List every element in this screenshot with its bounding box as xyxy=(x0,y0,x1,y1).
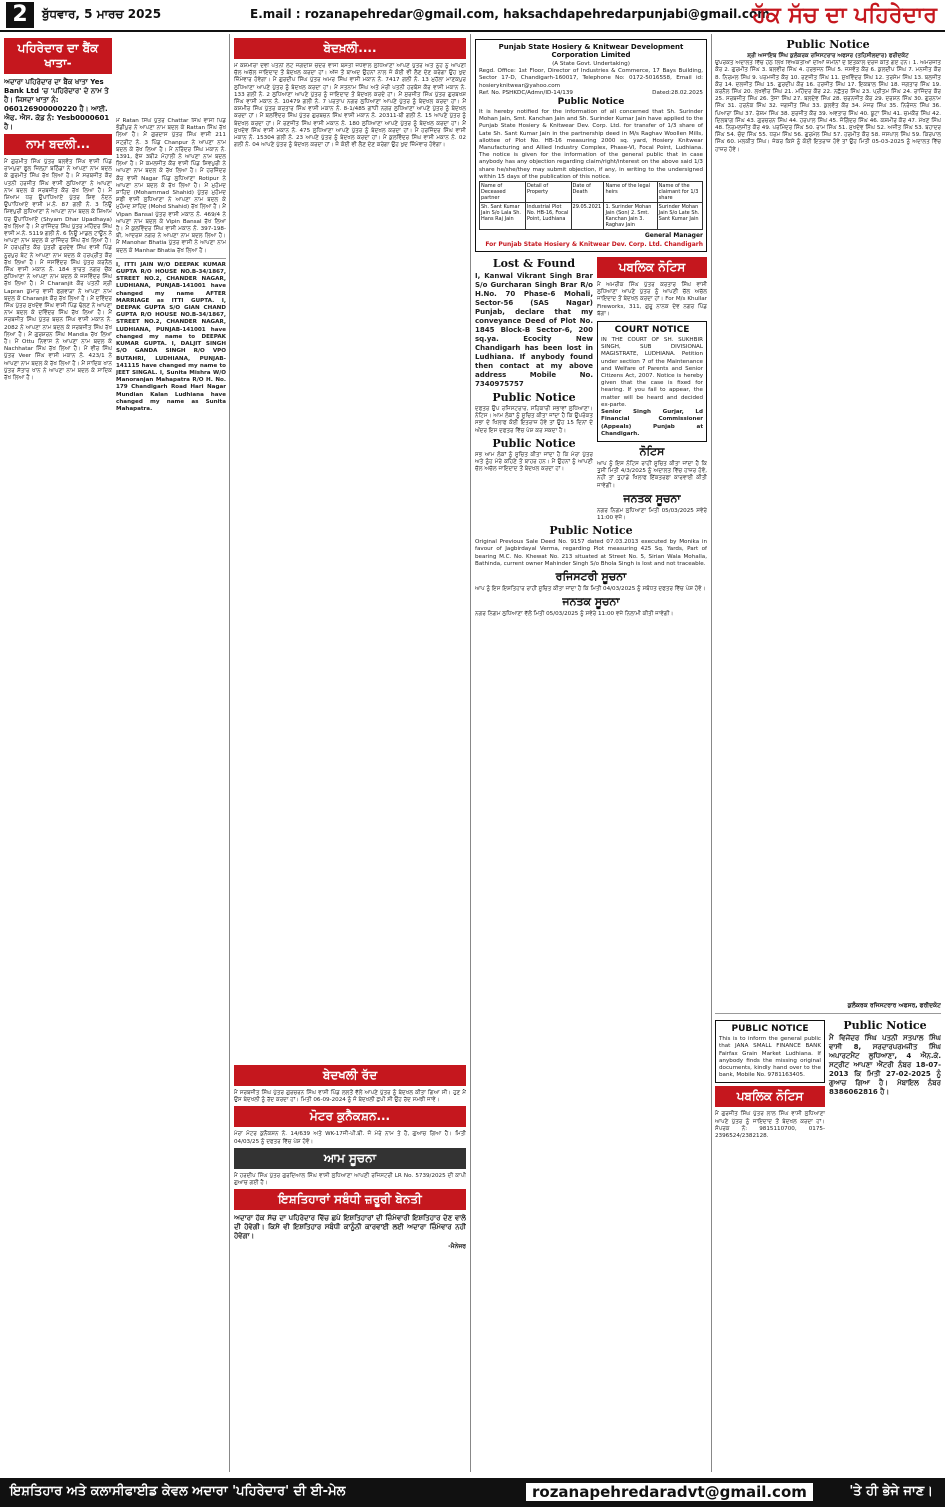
psh-footer: For Punjab State Hosiery & Knitwear Dev. Corp. Ltd. Chandigarh xyxy=(485,241,703,249)
table-cell: 1. Surinder Mohan Jain (Son) 2. Smt. Kanchan Jain 3. Raghav Jain xyxy=(604,203,657,230)
bank-account-header: ਪਹਿਰੇਦਾਰ ਦਾ ਬੈਂਕ ਖਾਤਾ- xyxy=(4,38,112,74)
name-change-list: ਮੈਂ ਗੁਰਮੀਤ ਸਿੰਘ ਪੁੱਤਰ ਬਲਵੰਤ ਸਿੰਘ ਵਾਸੀ ਪਿੰਡ ਰਾਮਪੁਰਾ ਫੂਲ ਜ਼ਿਲ੍ਹਾ ਬਠਿੰਡਾ ਨੇ ਆਪਣਾ ਨਾਮ ਬਦਲ ਕੇ ਗੁਰਮੀਤ ਸਿੰਘ ਰੱਖ ਲਿਆ ਹੈ। ਮੈਂ ਸਰਬਜੀਤ ਕੌਰ ਪਤਨੀ ਹਰਜੀਤ ਸਿੰਘ ਵਾਸੀ ਲੁਧਿਆਣਾ ਨੇ ਆਪਣਾ ਨਾਮ ਬਦਲ ਕੇ ਸਰਬਜੀਤ ਕੌਰ ਰੱਖ ਲਿਆ ਹੈ। ਮੈਂ ਸ਼ਿਆਮ ਧਰ ਉਪਾਧਿਆਏ ਪੁੱਤਰ ਸ਼ਿਵ ਨੰਦਨ ਉਪਾਧਿਆਏ ਵਾਸੀ ਮ.ਨੰ. 87 ਗਲੀ ਨੰ. 3 ਨਿਊ ਸ਼ਿਵਪੁਰੀ ਲੁਧਿਆਣਾ ਨੇ ਆਪਣਾ ਨਾਮ ਬਦਲ ਕੇ ਸ਼ਿਆਮ ਧਰ ਉਪਾਧਿਆਏ (Shyam Dhar Upadhaya) ਰੱਖ ਲਿਆ ਹੈ। ਮੈਂ ਰਾਜਿੰਦਰ ਸਿੰਘ ਪੁੱਤਰ ਮਹਿੰਦਰ ਸਿੰਘ ਵਾਸੀ ਮ.ਨੰ. 5119 ਗਲੀ ਨੰ. 6 ਨਿਊ ਮਾਡਲ ਟਾਊਨ ਨੇ ਆਪਣਾ ਨਾਮ ਬਦਲ ਕੇ ਰਾਜਿੰਦਰ ਸਿੰਘ ਰੱਖ ਲਿਆ ਹੈ। ਮੈਂ ਹਰਪ੍ਰੀਤ ਕੌਰ ਪੁੱਤਰੀ ਗੁਰਦੇਵ ਸਿੰਘ ਵਾਸੀ ਪਿੰਡ ਨੂਰਪੁਰ ਬੇਟ ਨੇ ਆਪਣਾ ਨਾਮ ਬਦਲ ਕੇ ਹਰਪ੍ਰੀਤ ਕੌਰ ਰੱਖ ਲਿਆ ਹੈ। ਮੈਂ ਜਸਵਿੰਦਰ ਸਿੰਘ ਪੁੱਤਰ ਕਰਨੈਲ ਸਿੰਘ ਵਾਸੀ ਮਕਾਨ ਨੰ. 184 ਭਾਰਤ ਨਗਰ ਚੌਂਕ ਲੁਧਿਆਣਾ ਨੇ ਆਪਣਾ ਨਾਮ ਬਦਲ ਕੇ ਜਸਵਿੰਦਰ ਸਿੰਘ ਰੱਖ ਲਿਆ ਹੈ। ਮੈਂ Charanjit ਕੌਰ ਪਤਨੀ ਸ਼੍ਰੀ Lapran ਕੁਮਾਰ ਵਾਸੀ ਫਗਵਾੜਾ ਨੇ ਆਪਣਾ ਨਾਮ ਬਦਲ ਕੇ Charanjit ਕੌਰ ਰੱਖ ਲਿਆ ਹੈ। ਮੈਂ ਦਵਿੰਦਰ ਸਿੰਘ ਪੁੱਤਰ ਸੁਖਦੇਵ ਸਿੰਘ ਵਾਸੀ ਪਿੰਡ ਢੋਲਣ ਨੇ ਆਪਣਾ ਨਾਮ ਬਦਲ ਕੇ ਦਵਿੰਦਰ ਸਿੰਘ ਰੱਖ ਲਿਆ ਹੈ। ਮੈਂ ਸਰਬਜੀਤ ਸਿੰਘ ਪੁੱਤਰ ਬਚਨ ਸਿੰਘ ਵਾਸੀ ਮਕਾਨ ਨੰ. 2082 ਨੇ ਆਪਣਾ ਨਾਮ ਬਦਲ ਕੇ ਸਰਬਜੀਤ ਸਿੰਘ ਰੱਖ ਲਿਆ ਹੈ। ਮੈਂ ਗੁਰਸ਼ਰਨ ਸਿੰਘ Mandia ਰੱਖ ਲਿਆ ਹੈ। ਮੈਂ Ottu ਨਿਵਾਸ ਨੇ ਆਪਣਾ ਨਾਮ ਬਦਲ ਕੇ Nachhatar ਸਿੰਘ ਰੱਖ ਲਿਆ ਹੈ। ਮੈਂ ਵੀਰ ਸਿੰਘ ਪੁੱਤਰ Veer ਸਿੰਘ ਵਾਸੀ ਮਕਾਨ ਨੰ. 423/1 ਨੇ ਆਪਣਾ ਨਾਮ ਬਦਲ ਕੇ ਰੱਖ ਲਿਆ ਹੈ। ਮੈਂ ਸਾਦਿਕ ਖਾਨ ਪੁੱਤਰ ਸੱਤਾਰ ਖਾਨ ਨੇ ਆਪਣਾ ਨਾਮ ਬਦਲ ਕੇ ਸਾਦਿਕ ਰੱਖ ਲਿਆ ਹੈ। xyxy=(4,159,112,382)
date-line: ਬੁੱਧਵਾਰ, 5 ਮਾਰਚ 2025 xyxy=(42,7,162,21)
column-divider xyxy=(470,34,471,1472)
table-row xyxy=(480,203,703,230)
table-cell: Name of Deceased partner xyxy=(480,182,526,203)
column-divider xyxy=(229,34,230,1472)
name-change-list-2: ਮੈਂ Ratan ਸਿੰਘ ਪੁੱਤਰ Chattar ਸਿੰਘ ਵਾਸੀ ਪਿੰਡ ਭੋਡੀਪੁਰ ਨੇ ਆਪਣਾ ਨਾਮ ਬਦਲ ਕੇ Rattan ਸਿੰਘ ਰੱਖ ਲਿਆ ਹੈ। ਮੈਂ ਗੁਰਦਾਸ ਪੁੱਤਰ ਸਿੰਘ ਵਾਸੀ 211 ਸਟ੍ਰੀਟ ਨੰ. 3 ਪਿੰਡ Chanpur ਨੇ ਆਪਣਾ ਨਾਮ ਬਦਲ ਕੇ ਰੱਖ ਲਿਆ ਹੈ। ਮੈਂ ਨਰਿੰਦਰ ਸਿੰਘ ਮਕਾਨ ਨੰ. 1391, ਫੇਜ਼ 3ਬੀ2 ਮੋਹਾਲੀ ਨੇ ਆਪਣਾ ਨਾਮ ਬਦਲ ਲਿਆ ਹੈ। ਮੈਂ ਕਮਲਜੀਤ ਕੌਰ ਵਾਸੀ ਪਿੰਡ ਸ਼ਿਵਪੁਰੀ ਨੇ ਆਪਣਾ ਨਾਮ ਬਦਲ ਕੇ ਰੱਖ ਲਿਆ ਹੈ। ਮੈਂ ਹਰਜਿੰਦਰ ਕੌਰ ਵਾਸੀ Nagar ਪਿੰਡ ਲੁਧਿਆਣਾ Rotipur ਨੇ ਆਪਣਾ ਨਾਮ ਬਦਲ ਕੇ ਰੱਖ ਲਿਆ ਹੈ। ਮੈਂ ਮੁਹੰਮਦ ਸ਼ਾਹਿਦ (Mohammad Shahid) ਪੁੱਤਰ ਮੁਹੰਮਦ ਸ਼ਫੀ ਵਾਸੀ ਲੁਧਿਆਣਾ ਨੇ ਆਪਣਾ ਨਾਮ ਬਦਲ ਕੇ ਮੁਹੰਮਦ ਸ਼ਾਹਿਦ (Mohd Shahid) ਰੱਖ ਲਿਆ ਹੈ। ਮੈਂ Vipan Bansal ਪੁੱਤਰ ਵਾਸੀ ਮਕਾਨ ਨੰ. 469/4 ਨੇ ਆਪਣਾ ਨਾਮ ਬਦਲ ਕੇ Vipin Bansal ਰੱਖ ਲਿਆ ਹੈ। ਮੈਂ ਕੁਲਵਿੰਦਰ ਸਿੰਘ ਵਾਸੀ ਮਕਾਨ ਨੰ. 397-198-ਬੀ, ਆਦਰਸ਼ ਨਗਰ ਨੇ ਆਪਣਾ ਨਾਮ ਬਦਲ ਲਿਆ ਹੈ। ਮੈਂ Manohar Bhatia ਪੁੱਤਰ ਵਾਸੀ ਨੇ ਆਪਣਾ ਨਾਮ ਬਦਲ ਕੇ Manhar Bhatia ਰੱਖ ਲਿਆ ਹੈ। xyxy=(116,118,226,254)
footer-email[interactable]: rozanapehredaradvt@gmail.com xyxy=(526,1483,813,1501)
public-notice-box-body: ਮੈਂ ਅਮਰੀਕ ਸਿੰਘ ਪੁੱਤਰ ਕਰਤਾਰ ਸਿੰਘ ਵਾਸੀ ਲੁਧਿਆਣਾ ਆਪਣੇ ਪੁੱਤਰ ਨੂੰ ਆਪਣੀ ਚੱਲ ਅਚੱਲ ਜਾਇਦਾਦ ਤੋਂ ਬੇਦਖਲ ਕਰਦਾ ਹਾਂ। For M/s Khullar Fireworks, 311, ਗੁਰੂ ਨਾਨਕ ਦੇਵ ਨਗਰ ਪਿੰਡ ਬੱਗਾ। xyxy=(597,282,707,317)
footer-text-right: 'ਤੇ ਹੀ ਭੇਜੇ ਜਾਣ। xyxy=(849,1484,933,1499)
table-cell: Industrial Plot No. HB-16, Focal Point, Ludhiana xyxy=(525,203,571,230)
psh-table xyxy=(479,181,703,230)
janak-title: ਜਨਤਕ ਸੂਚਨਾ xyxy=(623,491,681,505)
disinheritance-list: ਮੈਂ ਕਸ਼ਮੀਰਾ ਦੇਵੀ ਪਤਨੀ ਲੇਟ ਜਗਦੀਸ਼ ਚੰਦਰ ਵਾਸੀ ਬਸਤੀ ਜੋਧੇਵਾਲ ਲੁਧਿਆਣਾ ਆਪਣੇ ਪੁੱਤਰ ਅਤੇ ਨੂੰਹ ਨੂੰ ਆਪਣੀ ਚੱਲ ਅਚੱਲ ਜਾਇਦਾਦ ਤੋਂ ਬੇਦਖਲ ਕਰਦਾ ਹਾਂ। ਅੱਜ ਤੋਂ ਬਾਅਦ ਉਹਨਾਂ ਨਾਲ ਜੋ ਕੋਈ ਵੀ ਲੈਣ ਦੇਣ ਕਰੇਗਾ ਉਹ ਖੁਦ ਜ਼ਿੰਮੇਵਾਰ ਹੋਵੇਗਾ। ਮੈਂ ਗੁਰਦੀਪ ਸਿੰਘ ਪੁੱਤਰ ਅਮਰ ਸਿੰਘ ਵਾਸੀ ਮਕਾਨ ਨੰ. 7417 ਗਲੀ ਨੰ. 13 ਮੁਹੱਲਾ ਮਾਣਕਪੁਰ ਲੁਧਿਆਣਾ ਆਪਣੇ ਪੁੱਤਰ ਨੂੰ ਬੇਦਖਲ ਕਰਦਾ ਹਾਂ। ਮੈਂ ਸਤਨਾਮ ਸਿੰਘ ਅਤੇ ਮੇਰੀ ਪਤਨੀ ਹਰਬੰਸ ਕੌਰ ਵਾਸੀ ਮਕਾਨ ਨੰ. 133 ਗਲੀ ਨੰ. 2 ਲੁਧਿਆਣਾ ਆਪਣੇ ਪੁੱਤਰ ਨੂੰ ਜਾਇਦਾਦ ਤੋਂ ਬੇਦਖਲ ਕਰਦੇ ਹਾਂ। ਮੈਂ ਸੁਰਜੀਤ ਸਿੰਘ ਪੁੱਤਰ ਗੁਰਬਖਸ਼ ਸਿੰਘ ਵਾਸੀ ਮਕਾਨ ਨੰ. 10479 ਗਲੀ ਨੰ. 7 ਪਰਤਾਪ ਨਗਰ ਲੁਧਿਆਣਾ ਆਪਣੇ ਪੁੱਤਰ ਨੂੰ ਬੇਦਖਲ ਕਰਦਾ ਹਾਂ। ਮੈਂ ਕਸ਼ਮੀਰ ਸਿੰਘ ਪੁੱਤਰ ਕਰਤਾਰ ਸਿੰਘ ਵਾਸੀ ਮਕਾਨ ਨੰ. 8-1/485 ਗਾਂਧੀ ਨਗਰ ਲੁਧਿਆਣਾ ਆਪਣੇ ਪੁੱਤਰ ਨੂੰ ਬੇਦਖਲ ਕਰਦਾ ਹਾਂ। ਮੈਂ ਬਲਵਿੰਦਰ ਸਿੰਘ ਪੁੱਤਰ ਗੁਰਬਚਨ ਸਿੰਘ ਵਾਸੀ ਮਕਾਨ ਨੰ. 20311-ਬੀ ਗਲੀ ਨੰ. 15 ਆਪਣੇ ਪੁੱਤਰ ਨੂੰ ਬੇਦਖਲ ਕਰਦਾ ਹਾਂ। ਮੈਂ ਰਣਜੀਤ ਸਿੰਘ ਵਾਸੀ ਮਕਾਨ ਨੰ. 180 ਲੁਧਿਆਣਾ ਆਪਣੇ ਪੁੱਤਰ ਨੂੰ ਬੇਦਖਲ ਕਰਦਾ ਹਾਂ। ਮੈਂ ਸੁਖਦੇਵ ਸਿੰਘ ਵਾਸੀ ਮਕਾਨ ਨੰ. 475 ਲੁਧਿਆਣਾ ਆਪਣੇ ਪੁੱਤਰ ਨੂੰ ਬੇਦਖਲ ਕਰਦਾ ਹਾਂ। ਮੈਂ ਹਰਜਿੰਦਰ ਸਿੰਘ ਵਾਸੀ ਮਕਾਨ ਨੰ. 15304 ਗਲੀ ਨੰ. 23 ਆਪਣੇ ਪੁੱਤਰ ਨੂੰ ਬੇਦਖਲ ਕਰਦਾ ਹਾਂ। ਮੈਂ ਕੁਲਵਿੰਦਰ ਸਿੰਘ ਵਾਸੀ ਮਕਾਨ ਨੰ. 02 ਗਲੀ ਨੰ. 04 ਆਪਣੇ ਪੁੱਤਰ ਨੂੰ ਬੇਦਖਲ ਕਰਦਾ ਹਾਂ। ਜੋ ਕੋਈ ਵੀ ਲੈਣ ਦੇਣ ਕਰੇਗਾ ਉਹ ਖੁਦ ਜ਼ਿੰਮੇਵਾਰ ਹੋਵੇਗਾ। xyxy=(234,63,466,149)
table-cell: Detail of Property xyxy=(525,182,571,203)
table-row xyxy=(480,182,703,203)
col3-right-block xyxy=(597,255,707,522)
masthead-logo: ਹੱਕ ਸੱਚ ਦਾ ਪਹਿਰੇਦਾਰ xyxy=(752,2,937,28)
pn2-title: Public Notice xyxy=(843,1019,927,1033)
land-notice-sign: ਕੁਲੰਕਰਕ ਰਜਿਸਟਰਾਰ ਅਫਸਰ, ਫਰੀਦਕੋਟ xyxy=(847,1002,941,1010)
pn4-title: ਪਬਲਿਕ ਨੋਟਿਸ xyxy=(715,1086,825,1107)
ad-disclaimer-sign: -ਮੈਨੇਜਰ xyxy=(448,1243,466,1251)
table-cell: Name of the legal heirs xyxy=(604,182,657,203)
table-cell: Name of the claimant for 1/3 share xyxy=(657,182,702,203)
lost-found-block xyxy=(475,255,593,522)
public-notice-2-title: Public Notice xyxy=(492,436,576,450)
divider xyxy=(715,1013,941,1014)
psh-address: Regd. Office: 1st Floor, Director of Industries & Commerce, 17 Bays Building, Sector 17-D, Chandigarh-160017, Telephone No: 0172-5016558, Email id: hosieryknitwear@yahoo.com xyxy=(479,68,703,89)
column-2 xyxy=(234,36,466,1472)
table-cell: Surinder Mohan Jain S/o Late Sh. Sant Kumar Jain xyxy=(657,203,702,230)
janak-notice-title: ਜਨਤਕ ਸੂਚਨਾ xyxy=(562,595,620,609)
email-line: E.mail : rozanapehredar@gmail.com, haksachdapehredarpunjabi@gmail.com xyxy=(250,7,770,21)
public-notice-3-title: Public Notice xyxy=(549,524,633,538)
psh-ref: Ref. No. PSHKDC/Admn/ID-14/139 xyxy=(479,89,573,96)
public-notice-body: ਦਫਤਰ ਉਪ ਰਜਿਸਟਰਾਰ, ਸਹਿਕਾਰੀ ਸਭਾਵਾਂ ਲੁਧਿਆਣਾ। ਨੋਟਿਸ। ਆਮ ਲੋਕਾਂ ਨੂੰ ਸੂਚਿਤ ਕੀਤਾ ਜਾਂਦਾ ਹੈ ਕਿ ਉਪਰੋਕਤ ਸਭਾ ਦੇ ਖਿਲਾਫ ਕੋਈ ਇਤਰਾਜ਼ ਹੋਵੇ ਤਾਂ ਉਹ 15 ਦਿਨਾਂ ਦੇ ਅੰਦਰ ਇਸ ਦਫਤਰ ਵਿੱਚ ਪੇਸ਼ ਕਰ ਸਕਦਾ ਹੈ। xyxy=(475,406,593,434)
revoke-header: ਬੇਦਖਲੀ ਰੱਦ xyxy=(234,1065,466,1086)
motor-connection-header: ਮੋਟਰ ਕੁਨੈਕਸ਼ਨ... xyxy=(234,1106,466,1127)
bank-notice-title: PUBLIC NOTICE xyxy=(731,1024,809,1035)
page-header xyxy=(0,0,945,32)
name-change-header: ਨਾਮ ਬਦਲੀ... xyxy=(4,134,112,155)
disinheritance-header: ਬੇਦਖ਼ਲੀ.... xyxy=(234,38,466,59)
notice-title: ਨੋਟਿਸ xyxy=(639,444,665,458)
psh-sign: General Manager xyxy=(644,232,703,240)
lost-found-title: Lost & Found xyxy=(492,257,576,271)
bank-notice-body: This is to inform the general public that JANA SMALL FINANCE BANK Fairfax Grain Market Ludhiana. If anybody finds the missing original documents, kindly hand over to the bank, Mobile No. 9781163405. xyxy=(719,1036,821,1079)
psh-body: It is hereby notified for the information of all concerned that Sh. Surinder Mohan Jain, Smt. Kanchan Jain and Sh. Surinder Kumar Jain have applied to the Punjab State Hosiery & Knitwear Dev. Corp. Ltd. for transfer of 1/3 share of Late Sh. Sant Kumar Jain in the partnership deed in M/s Raghav Woollen Mills, allottee of Plot No. HB-16 measuring 2000 sq. yard, Hosiery Knitwear Manufacturing and Allied Industry Complex, Phase-VI, Focal Point, Ludhiana. The notice is given for the information of the general public that in case anybody has any objection regarding claim/right/interest on the above said 1/3 share he/she/they may submit objection, if any, in writing to the undersigned within 15 days of the publication of this notice. xyxy=(479,109,703,180)
janak-notice-body: ਨਗਰ ਨਿਗਮ ਲੁਧਿਆਣਾ ਵੱਲੋਂ ਮਿਤੀ 05/03/2025 ਨੂੰ ਸਵੇਰੇ 11:00 ਵਜੇ ਨਿਲਾਮੀ ਕੀਤੀ ਜਾਵੇਗੀ। xyxy=(475,611,674,618)
notice-body: ਆਪ ਨੂੰ ਇਸ ਨੋਟਿਸ ਰਾਹੀਂ ਸੂਚਿਤ ਕੀਤਾ ਜਾਂਦਾ ਹੈ ਕਿ ਤੁਸੀਂ ਮਿਤੀ 4/3/2025 ਨੂੰ ਅਦਾਲਤ ਵਿੱਚ ਹਾਜ਼ਰ ਹੋਵੋ, ਨਹੀਂ ਤਾਂ ਤੁਹਾਡੇ ਖਿਲਾਫ ਇੱਕਤਰਫਾ ਕਾਰਵਾਈ ਕੀਤੀ ਜਾਵੇਗੀ। xyxy=(597,460,707,489)
psh-title: Punjab State Hosiery & Knitwear Development Corporation Limited xyxy=(498,43,684,59)
psh-notice-title: Public Notice xyxy=(557,97,625,108)
table-cell: Date of Death xyxy=(571,182,604,203)
psh-date: Dated:28.02.2025 xyxy=(652,89,703,96)
revoke-body: ਮੈਂ ਸਰਬਜੀਤ ਸਿੰਘ ਪੁੱਤਰ ਗੁਰਚਰਨ ਸਿੰਘ ਵਾਸੀ ਪਿੰਡ ਲਲਤੋਂ ਵੱਲੋਂ ਆਪਣੇ ਪੁੱਤਰ ਨੂੰ ਬੇਦਖਲ ਕੀਤਾ ਗਿਆ ਸੀ। ਹੁਣ ਮੈਂ ਉਸ ਬੇਦਖਲੀ ਨੂੰ ਰੱਦ ਕਰਦਾ ਹਾਂ। ਮਿਤੀ 06-09-2024 ਨੂੰ ਜੋ ਬੇਦਖਲੀ ਛਪੀ ਸੀ ਉਹ ਰੱਦ ਸਮਝੀ ਜਾਵੇ। xyxy=(234,1090,466,1104)
court-notice-sign: Senior Singh Gurjar, Ld Financial Commissioner (Appeals) Punjab at Chandigarh. xyxy=(601,409,703,437)
bank-account-text: ਅਦਾਰਾ ਪਹਿਰੇਦਾਰ ਦਾ ਬੈਂਕ ਖਾਤਾ Yes Bank Ltd 'ਚ 'ਪਹਿਰੇਦਾਰ' ਦੇ ਨਾਮ ਤੇ ਹੈ। ਜਿਸਦਾ ਖਾਤਾ ਨੰ: 060126900000220 ਹੈ। ਆਈ. ਐਫ. ਐਸ. ਕੋਡ ਨੰ: Yesb0000601 ਹੈ। xyxy=(4,78,110,131)
court-notice-title: COURT NOTICE xyxy=(614,325,690,336)
janak-body: ਨਗਰ ਨਿਗਮ ਲੁਧਿਆਣਾ ਮਿਤੀ 05/03/2025 ਸਵੇਰੇ 11:00 ਵਜੇ। xyxy=(597,507,707,521)
public-notice-box-title: ਪਬਲਿਕ ਨੋਟਿਸ xyxy=(597,257,707,278)
pn4-body: ਮੈਂ ਗੁਰਜੀਤ ਸਿੰਘ ਪੁੱਤਰ ਲਾਲ ਸਿੰਘ ਵਾਸੀ ਲੁਧਿਆਣਾ ਆਪਣੇ ਪੁੱਤਰ ਨੂੰ ਜਾਇਦਾਦ ਤੋਂ ਬੇਦਖਲ ਕਰਦਾ ਹਾਂ। ਸੰਪਰਕ ਨੰ: 9815110700, 0175-2396524/2382128. xyxy=(715,1111,825,1140)
general-notice-body: ਮੈਂ ਹਰਦੀਪ ਸਿੰਘ ਪੁੱਤਰ ਗੁਰਦਿਆਲ ਸਿੰਘ ਵਾਸੀ ਲੁਧਿਆਣਾ ਆਪਣੀ ਰਜਿਸਟਰੀ LR No. 5739/2025 ਦੀ ਕਾਪੀ ਗੁਆਚ ਗਈ ਹੈ। xyxy=(234,1172,466,1187)
psh-ref-row xyxy=(479,90,703,97)
bank-notice-box xyxy=(715,1020,825,1083)
register-notice-body: ਆਪ ਨੂੰ ਇਸ ਇਸ਼ਤਿਹਾਰ ਰਾਹੀਂ ਸੂਚਿਤ ਕੀਤਾ ਜਾਂਦਾ ਹੈ ਕਿ ਮਿਤੀ 04/03/2025 ਨੂੰ ਸਬੰਧਤ ਦਫਤਰ ਵਿੱਚ ਪੇਸ਼ ਹੋਵੋ। xyxy=(475,585,706,592)
page-footer xyxy=(0,1478,945,1507)
col4-bottom-right xyxy=(829,1017,941,1140)
pn2-body: ਮੈਂ ਵਿਜੇਂਦਰ ਸਿੰਘ ਪਤਨੀ ਸਤਪਾਲ ਸਿੰਘ ਵਾਸੀ 8, ਸਰਦਾਰਪਰਮਜੀਤ ਸਿੰਘ ਅਪਾਰਟਮੈਂਟ ਲੁਧਿਆਣਾ, 4 ਐਨ.ਕੇ. ਸਟ੍ਰੀਟ ਆਪਣਾ ਐਂਟਰੀ ਨੰਬਰ 18-07-2013 ਕਿ ਮਿਤੀ 27-02-2025 ਨੂੰ ਗੁਆਚ ਗਿਆ ਹੈ। ਮੋਬਾਇਲ ਨੰਬਰ 8386062816 ਹੈ। xyxy=(829,1034,941,1097)
psh-subtitle: (A State Govt. Undertaking) xyxy=(552,61,630,67)
land-notice-body: ਉਪਰੋਕਤ ਅਦਾਲਤ ਵਿੱਚ ਹੇਠ ਲਿਖੇ ਵਿਅਕਤੀਆਂ ਦੀਆਂ ਜ਼ਮੀਨਾਂ ਦੇ ਇੰਤਕਾਲ ਦਰਜ ਕੀਤੇ ਗਏ ਹਨ। 1. ਅਮਰਜੀਤ ਕੌਰ 2. ਗੁਰਮੀਤ ਸਿੰਘ 3. ਬਲਵੀਰ ਸਿੰਘ 4. ਹਰਭਜਨ ਸਿੰਘ 5. ਜਸਵੰਤ ਕੌਰ 6. ਕੁਲਦੀਪ ਸਿੰਘ 7. ਮਨਜੀਤ ਕੌਰ 8. ਨਿਰਮਲ ਸਿੰਘ 9. ਪਰਮਜੀਤ ਕੌਰ 10. ਰਣਜੀਤ ਸਿੰਘ 11. ਸੁਖਵਿੰਦਰ ਸਿੰਘ 12. ਤਰਸੇਮ ਸਿੰਘ 13. ਬਲਜੀਤ ਕੌਰ 14. ਦਲਜੀਤ ਸਿੰਘ 15. ਗੁਰਦੀਪ ਕੌਰ 16. ਹਰਜੀਤ ਸਿੰਘ 17. ਇਕਬਾਲ ਸਿੰਘ 18. ਜਗਤਾਰ ਸਿੰਘ 19. ਕਰਨੈਲ ਸਿੰਘ 20. ਲਖਵੀਰ ਸਿੰਘ 21. ਮਹਿੰਦਰ ਕੌਰ 22. ਨਛੱਤਰ ਸਿੰਘ 23. ਪ੍ਰੀਤਮ ਸਿੰਘ 24. ਰਾਜਿੰਦਰ ਕੌਰ 25. ਸਰਬਜੀਤ ਸਿੰਘ 26. ਤੇਜਾ ਸਿੰਘ 27. ਬਲਦੇਵ ਸਿੰਘ 28. ਚਰਨਜੀਤ ਕੌਰ 29. ਦਰਸ਼ਨ ਸਿੰਘ 30. ਗੁਰਨਾਮ ਸਿੰਘ 31. ਹਰਨੇਕ ਸਿੰਘ 32. ਜਗਜੀਤ ਸਿੰਘ 33. ਕੁਲਵੰਤ ਕੌਰ 34. ਮੇਜਰ ਸਿੰਘ 35. ਨਿਰੰਜਨ ਸਿੰਘ 36. ਪਿਆਰਾ ਸਿੰਘ 37. ਰੇਸ਼ਮ ਸਿੰਘ 38. ਸੁਰਜੀਤ ਕੌਰ 39. ਅਵਤਾਰ ਸਿੰਘ 40. ਬੂਟਾ ਸਿੰਘ 41. ਚਮਕੌਰ ਸਿੰਘ 42. ਦਿਲਬਾਗ ਸਿੰਘ 43. ਗੁਰਚਰਨ ਸਿੰਘ 44. ਹਰਪਾਲ ਸਿੰਘ 45. ਜੋਗਿੰਦਰ ਸਿੰਘ 46. ਕਸ਼ਮੀਰ ਕੌਰ 47. ਮੱਖਣ ਸਿੰਘ 48. ਨਿਰਮਲਜੀਤ ਕੌਰ 49. ਪਰਮਿੰਦਰ ਸਿੰਘ 50. ਰਾਮ ਸਿੰਘ 51. ਸੁਖਦੇਵ ਸਿੰਘ 52. ਅਜੀਤ ਸਿੰਘ 53. ਬਹਾਦਰ ਸਿੰਘ 54. ਚੰਦ ਸਿੰਘ 55. ਧਰਮ ਸਿੰਘ 56. ਗੁਰਮੇਲ ਸਿੰਘ 57. ਹਰਮੀਤ ਕੌਰ 58. ਜਸਪਾਲ ਸਿੰਘ 59. ਕਿਰਪਾਲ ਸਿੰਘ 60. ਮਲਕੀਤ ਸਿੰਘ। ਜੇਕਰ ਕਿਸੇ ਨੂੰ ਕੋਈ ਇਤਰਾਜ਼ ਹੋਵੇ ਤਾਂ ਉਹ ਮਿਤੀ 05-03-2025 ਨੂੰ ਅਦਾਲਤ ਵਿੱਚ ਹਾਜ਼ਰ ਹੋਵੇ। xyxy=(715,60,941,153)
col4-bottom-row xyxy=(715,1017,941,1140)
english-name-notices: I, ITTI JAIN W/O DEEPAK KUMAR GUPTA R/O HOUSE NO.B-34/1867, STREET NO.2, CHANDER NAGAR, LUDHIANA, PUNJAB-141001 have changed my name AFTER MARRIAGE as ITTI GUPTA. I, DEEPAK GUPTA S/O GIAN CHAND GUPTA R/O HOUSE NO.B-34/1867, STREET NO.2, CHANDER NAGAR, LUDHIANA, PUNJAB-141001 have changed my name to DEEPAK KUMAR GUPTA. I, DALJIT SINGH S/O GANDA SINGH R/O VPO BUTAHRI, LUDHIANA, PUNJAB-141115 have changed my name to JEET SINGAL. I, Sunita Mishra W/O Manoranjan Mahapatra R/O H. No. 179 Chandigarh Road Hari Nagar Mundian Kalan Ludhiana have changed my name as Sunita Mahapatra. xyxy=(116,261,226,412)
table-cell: 29.05.2021 xyxy=(571,203,604,230)
psh-notice-box xyxy=(475,39,707,252)
court-notice-body: IN THE COURT OF SH. SUKHBIR SINGH, SUB DIVISIONAL MAGISTRATE, LUDHIANA. Petition under section 7 of the Maintenance and Welfare of Parents and Senior Citizens Act, 2007. Notice is hereby given that the case is fixed for hearing. If you fail to appear, the matter will be heard and decided ex-parte. xyxy=(601,337,703,408)
footer-text: ਇਸ਼ਤਿਹਾਰ ਅਤੇ ਕਲਾਸੀਫਾਈਡ ਕੇਵਲ ਅਦਾਰਾ 'ਪਹਿਰੇਦਾਰ' ਦੀ ਈ-ਮੇਲ xyxy=(10,1484,346,1499)
land-notice-title: Public Notice xyxy=(786,38,870,51)
motor-connection-body: ਮੇਰਾ ਮੋਟਰ ਕੁਨੈਕਸ਼ਨ ਨੰ. 14/639 ਅਤੇ WK-17ਜੀ-ਪੀ.ਬੀ. ਜੋ ਮੇਰੇ ਨਾਮ ਤੇ ਹੈ, ਗੁਆਚ ਗਿਆ ਹੈ। ਮਿਤੀ 04/03/25 ਨੂੰ ਦਫਤਰ ਵਿੱਚ ਪੇਸ਼ ਹੋਵੋ। xyxy=(234,1131,466,1145)
public-notice-3-body: Original Previous Sale Deed No. 9157 dated 07.03.2013 executed by Monika in favour of Jagbirdayal Verma, regarding Plot measuring 425 Sq. Yards, Part of bearing M.C. No. Khewat No. 213 situated at Street No. 5, Sirian Wala Mohalla, Bathinda, current owner Mahinder Singh S/o Bhola Singh is lost and not traceable. xyxy=(475,539,707,567)
court-notice-box xyxy=(597,321,707,442)
land-notice-subtitle: ਸ਼੍ਰੀ ਅਜਾਇਬ ਸਿੰਘ ਕੁਲੰਕਰਕ ਰਜਿਸਟਰਾਰ ਅਫਸਰ (ਤਹਿਸੀਲਦਾਰ) ਫਰੀਦਕੋਟ xyxy=(747,53,909,59)
page-number: 2 xyxy=(6,2,34,28)
register-notice-title: ਰਜਿਸਟਰੀ ਸੂਚਨਾ xyxy=(555,569,627,583)
general-notice-header: ਆਮ ਸੂਚਨਾ xyxy=(234,1148,466,1169)
public-notice-2-body: ਸਭ ਆਮ ਲੋਕਾਂ ਨੂੰ ਸੂਚਿਤ ਕੀਤਾ ਜਾਂਦਾ ਹੈ ਕਿ ਮੇਰਾ ਪੁੱਤਰ ਅਤੇ ਨੂੰਹ ਮੇਰੇ ਕਹਿਣੇ ਤੋਂ ਬਾਹਰ ਹਨ। ਮੈਂ ਉਹਨਾਂ ਨੂੰ ਆਪਣੀ ਚੱਲ ਅਚੱਲ ਜਾਇਦਾਦ ਤੋਂ ਬੇਦਖਲ ਕਰਦਾ ਹਾਂ। xyxy=(475,451,593,473)
public-notice-title: Public Notice xyxy=(492,391,576,405)
column-1 xyxy=(4,36,112,1472)
column-divider xyxy=(711,34,712,1472)
divider xyxy=(116,258,226,259)
ad-disclaimer-body: ਅਦਾਰਾ ਹੱਕ ਸੱਚ ਦਾ ਪਹਿਰੇਦਾਰ ਵਿੱਚ ਛਪੇ ਇਸ਼ਤਿਹਾਰਾਂ ਦੀ ਜ਼ਿੰਮੇਵਾਰੀ ਇਸ਼ਤਿਹਾਰ ਦੇਣ ਵਾਲੇ ਦੀ ਹੋਵੇਗੀ। ਕਿਸੇ ਵੀ ਇਸ਼ਤਿਹਾਰ ਸਬੰਧੀ ਕਾਨੂੰਨੀ ਕਾਰਵਾਈ ਲਈ ਅਦਾਰਾ ਜ਼ਿੰਮੇਵਾਰ ਨਹੀਂ ਹੋਵੇਗਾ। xyxy=(234,1214,466,1241)
col4-bottom-left xyxy=(715,1017,825,1140)
lost-found-row xyxy=(475,255,707,522)
lost-found-body: I, Kanwal Vikrant Singh Brar S/o Gurcharan Singh Brar R/o H.No. 70 Phase-6 Mohali, Sector-56 (SAS Nagar) Punjab, declare that my conveyance Deed of Plot No. 1845 Block-B Sector-6, 200 sq.ya. Ecocity New Chandigarh has been lost in Ludhiana. If anybody found then contact at my above address Mobile No. 7340975757 xyxy=(475,272,593,389)
column-3 xyxy=(475,36,707,1472)
ad-disclaimer-header: ਇਸ਼ਤਿਹਾਰਾਂ ਸਬੰਧੀ ਜ਼ਰੂਰੀ ਬੇਨਤੀ xyxy=(234,1189,466,1210)
table-cell: Sh. Sant Kumar Jain S/o Lala Sh. Hans Raj Jain xyxy=(480,203,526,230)
column-1b xyxy=(116,118,226,1472)
column-4 xyxy=(715,36,941,1472)
